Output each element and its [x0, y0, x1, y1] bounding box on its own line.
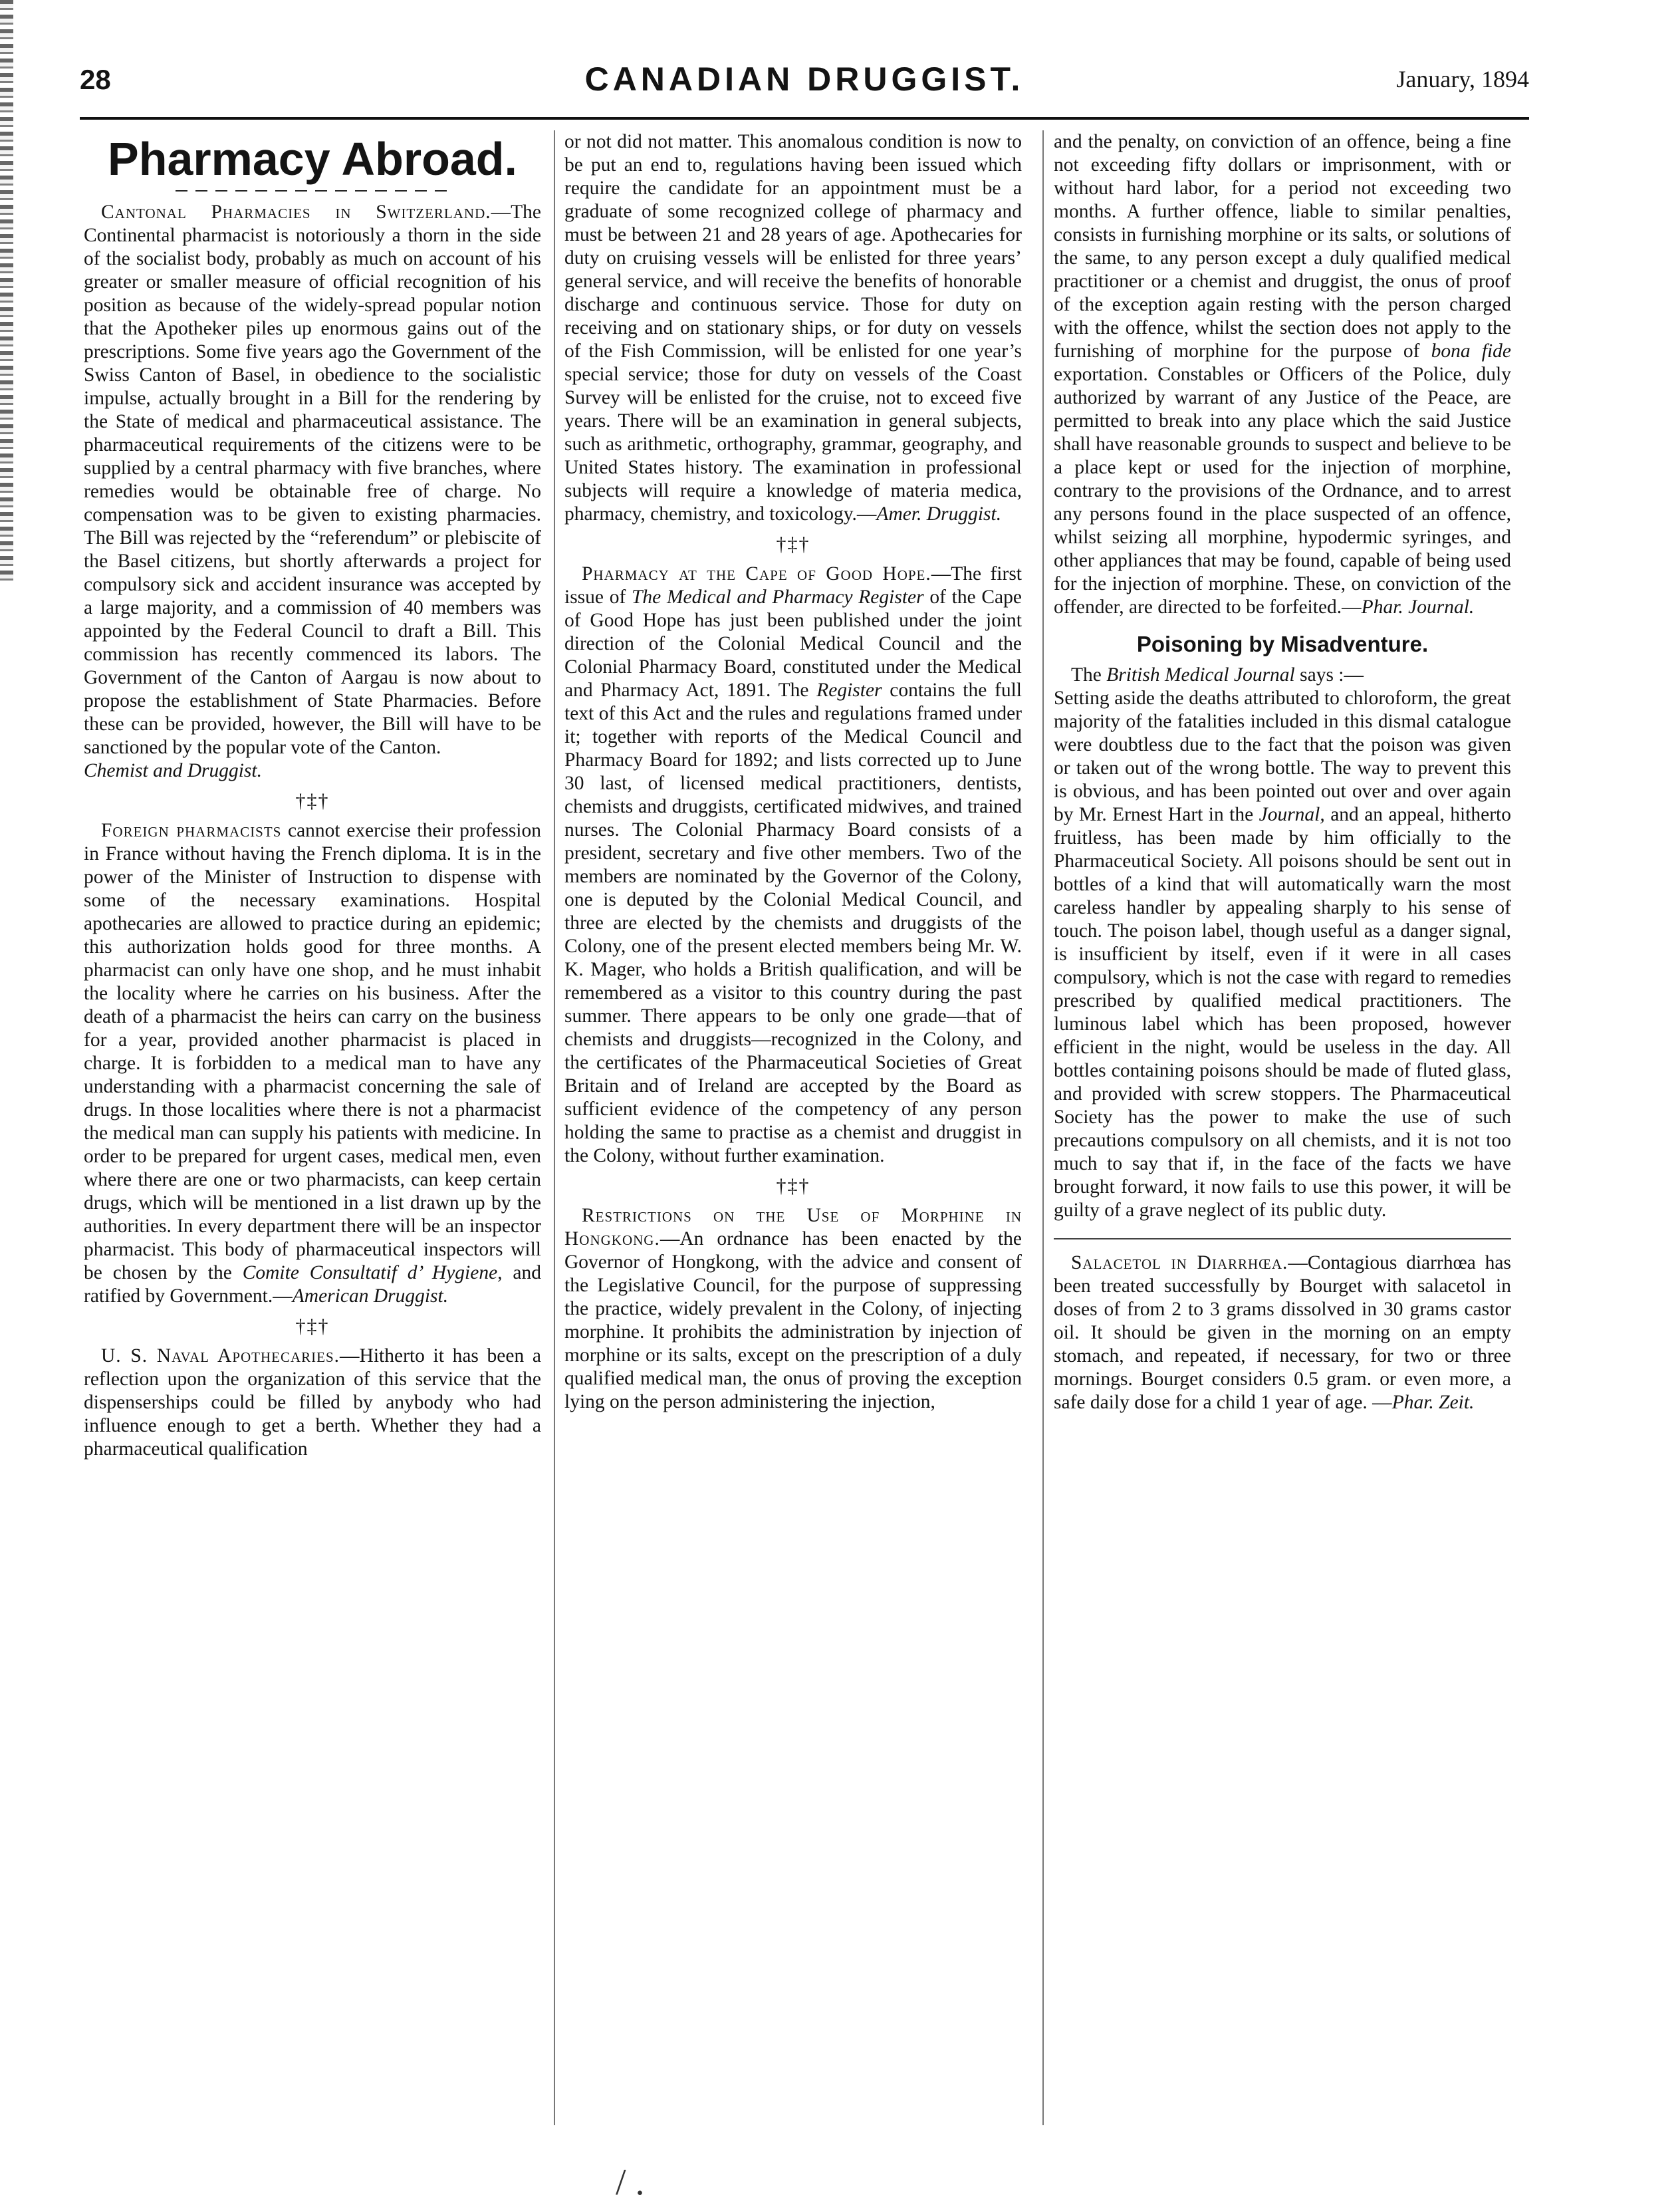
column-2	[564, 130, 1022, 1414]
section-title: Pharmacy Abroad.	[108, 133, 517, 185]
article-body: and the penalty, on conviction of an offence, being a fine not exceeding fifty dollars or imprisonment, with or without hard labor, for a period not exceeding two months. A further offence, liable to similar penalties, consists in furnishing morphine or its salts, or solutions of the same, to any person except a duly qualified medical practitioner or a chemist and druggist, the onus of proof of the exception again resting with the person charged with the offence, whilst the section does not apply to the furnishing of morphine for the purpose of	[1054, 131, 1511, 362]
separator-ornament: †‡†	[295, 790, 330, 812]
article-lead: Foreign pharmacists	[101, 820, 282, 841]
issue-date: January, 1894	[1396, 66, 1529, 92]
article-body: of the Cape of Good Hope has just been published under the joint direction of the Colonial Medical Council and the Colonial Pharmacy Board, constituted under the Medical and Pharmacy Act, 1891. The	[564, 586, 1022, 701]
article-naval-apothecaries-continued	[564, 130, 1022, 526]
article-body: Setting aside the deaths attributed to chloroform, the great majority of the fatalities included in this dismal catalogue were doubtless due to the fact that the poison was given or taken out of the wrong bottle. The way to prevent this is obvious, and has been pointed out over and over again by Mr. Ernest Hart in the	[1054, 688, 1511, 825]
article-cape-of-good-hope	[564, 563, 1022, 1168]
article-body-tail: and ratified by Government.—	[84, 1262, 542, 1307]
separator-ornament: †‡†	[776, 1175, 810, 1197]
article-body: says :—	[1294, 664, 1364, 686]
article-body: The	[1071, 664, 1107, 686]
article-italic: British Medical Journal	[1106, 664, 1295, 686]
article-cantonal-pharmacies	[84, 201, 541, 783]
article-body: —Hitherto it has been a reflection upon the organization of this service that the dispenserships could be filled by anybody who had influence enough to get a berth. Whether they had a pharmaceutical qualification	[84, 1345, 541, 1460]
scan-edge-strip	[0, 0, 13, 585]
article-italic: The Medical and Pharmacy Register	[632, 586, 924, 608]
article-morphine-hongkong	[564, 1204, 1022, 1414]
column-divider	[1042, 130, 1044, 2125]
article-body: and an appeal, hitherto fruitless, has been made by him officially to the Pharmaceutical Society. All poisons should be sent out in bottles of a kind that will automatically warn the most careless handler by appealing sharply to his sense of touch. The poison label, though useful as a danger signal, is insufficient by itself, even if it were in all cases compulsory, which is not the case with regard to remedies prescribed by qualified medical practitioners. The luminous label which has been proposed, however efficient in the night, would be useless in the day. All bottles containing poisons should be made of fluted glass, and provided with screw stoppers. The Pharmaceutical Society has the power to make the use of such precautions compulsory on all chemists, and it is not too much to say that if, in the face of the facts we have brought forward, it now fails to use this power, it will be guilty of a grave neglect of its public duty.	[1054, 804, 1511, 1221]
column-1	[84, 130, 541, 1461]
article-italic: Register	[816, 680, 882, 701]
article-body: —The first issue of	[564, 563, 1022, 608]
article-naval-apothecaries	[84, 1345, 541, 1461]
article-source: Phar. Journal.	[1361, 596, 1475, 618]
article-poisoning-intro	[1054, 664, 1511, 687]
journal-title: CANADIAN DRUGGIST.	[584, 61, 1024, 98]
article-lead: Cantonal Pharmacies in Switzerland.	[101, 201, 491, 223]
article-body: or not did not matter. This anomalous condition is now to be put an end to, regulations having been issued which require the candidate for an appointment must be a graduate of some recognized college of pharmacy and must be between 21 and 28 years of age. Apothecaries for duty on cruising vessels will be enlisted for three years’ general service, and will receive the benefits of honorable discharge and continuous service. Those for duty on receiving and on stationary ships, or for duty on vessels of the Fish Commission, will be enlisted for one year’s special service; those for duty on vessels of the Coast Survey will be enlisted for the cruise, not to exceed five years. There will be an examination in general subjects, such as arithmetic, orthography, grammar, geography, and United States history. The examination in professional subjects will require a knowledge of materia medica, pharmacy, chemistry, and toxicology.—	[564, 131, 1022, 525]
article-body: —An ordnance has been enacted by the Governor of Hongkong, with the advice and consent of the Legislative Council, for the purpose of suppressing the practice, widely prevalent in the Colony, of injecting morphine. It prohibits the administration by injection of morphine or its salts, except on the prescription of a duly qualified medical man, the onus of proving the exception lying on the person administering the injection,	[564, 1228, 1022, 1412]
article-lead: U. S. Naval Apothecaries.	[101, 1345, 340, 1366]
article-morphine-hongkong-continued	[1054, 130, 1511, 619]
column-3	[1054, 130, 1511, 1414]
separator-ornament: †‡†	[295, 1315, 330, 1337]
article-foreign-pharmacists	[84, 819, 541, 1308]
article-italic: Comite Consultatif d’ Hygiene,	[242, 1262, 503, 1283]
article-lead: Pharmacy at the Cape of Good Hope.	[582, 563, 931, 585]
separator-ornament: †‡†	[776, 533, 810, 555]
article-body: contains the full text of this Act and the rules and regulations framed under it; together with reports of the Medical Council and Pharmacy Board for 1892; and lists corrected up to June 30 last, of licensed medical practitioners, dentists, chemists and druggists, certificated midwives, and trained nurses. The Colonial Pharmacy Board consists of a president, secretary and five other members. Two of the members are nominated by the Governor of the Colony, one is deputed by the Colonial Medical Council, and three are elected by the chemists and druggists of the Colony, one of the present elected members being Mr. W. K. Mager, who holds a British qualification, and will be remembered as a visitor to this country during the past summer. There appears to be only one grade—that of chemists and druggists—recognized in the Colony, and the certificates of the Pharmaceutical Societies of Great Britain and of Ireland are accepted by the Board as sufficient evidence of the competency of any person holding the same to practise as a chemist and druggist in the Colony, without further examination.	[564, 680, 1022, 1166]
article-body: cannot exercise their profession in France without having the French diploma. It is in the power of the Minister of Instruction to dispense with some of the necessary examinations. Hospital apothecaries are allowed to practice during an epidemic; this authorization holds good for three months. A pharmacist can only have one shop, and he must inhabit the locality where he carries on his business. After the death of a pharmacist the heirs can carry on the business for a year, provided another pharmacist is placed in charge. It is forbidden to a medical man to have any understanding with a pharmacist concerning the sale of drugs. In those localities where there is not a pharmacist the medical man can supply his patients with medicine. In order to be prepared for urgent cases, medical men, even where there are one or two pharmacists, can keep certain drugs, which will be mentioned in a list drawn up by the authorities. In every department there will be an inspector pharmacist. This body of pharmaceutical inspectors will be chosen by the	[84, 820, 541, 1283]
subsection-title: Poisoning by Misadventure.	[1136, 632, 1429, 656]
column-divider	[554, 130, 555, 2125]
article-body: —Contagious diarrhœa has been treated successfully by Bourget with salacetol in doses of from 2 to 3 grams dissolved in 30 grams castor oil. It should be given in the morning on an empty stomach, and repeated, if necessary, for two or three mornings. Bourget considers 0.5 gram. or even more, a safe daily dose for a child 1 year of age. —	[1054, 1252, 1511, 1413]
scan-mark: / .	[616, 2162, 645, 2203]
page-number: 28	[80, 64, 111, 95]
article-italic: bona fide	[1431, 340, 1511, 362]
article-divider	[1054, 1238, 1511, 1239]
article-poisoning-body	[1054, 687, 1511, 1222]
article-source: Amer. Druggist.	[876, 503, 1002, 525]
article-source: Phar. Zeit.	[1391, 1392, 1475, 1413]
article-lead: Salacetol in Diarrhœa.	[1071, 1252, 1288, 1273]
article-salacetol	[1054, 1251, 1511, 1414]
article-lead: Restrictions on the Use of Morphine in Hongkong.	[564, 1205, 1022, 1249]
article-source: Chemist and Druggist.	[84, 760, 262, 781]
article-body: exportation. Constables or Officers of the Police, duly authorized by warrant of any Justice of the Peace, are permitted to break into any place which the said Justice shall have reasonable grounds to suspect and believe to be a place kept or used for the injection of morphine, contrary to the provisions of the Ordnance, and to arrest any persons found in the place suspected of an offence, whilst seizing all morphine, hypodermic syringes, and other appliances that may be found, capable of being used for the injection of morphine. These, on conviction of the offender, are directed to be forfeited.—	[1054, 364, 1511, 618]
page-header	[80, 61, 1529, 124]
article-italic: Journal,	[1259, 804, 1325, 825]
article-body: —The Continental pharmacist is notoriously a thorn in the side of the socialist body, probably as much on account of his greater or smaller measure of official recognition of his position as because of the widely-spread popular notion that the Apotheker piles up enormous gains out of the prescriptions. Some five years ago the Government of the Swiss Canton of Basel, in obedience to the socialistic impulse, actually brought in a Bill for the rendering by the State of medical and pharmaceutical assistance. The pharmaceutical requirements of the citizens were to be supplied by a central pharmacy with five branches, where remedies would be obtainable free of charge. No compensation was to be given to existing pharmacies. The Bill was rejected by the “referendum” or plebiscite of the Basel citizens, but shortly afterwards a project for compulsory sick and accident insurance was accepted by a large majority, and a commission of 40 members was appointed by the Federal Council to draft a Bill. This commission has recently commenced its labors. The Government of the Canton of Aargau is now about to propose the establishment of State Pharmacies. Before these can be provided, however, the Bill will have to be sanctioned by the popular vote of the Canton.	[84, 201, 541, 758]
header-rule	[80, 117, 1529, 120]
title-underline	[176, 190, 450, 192]
article-source: American Druggist.	[292, 1285, 449, 1307]
